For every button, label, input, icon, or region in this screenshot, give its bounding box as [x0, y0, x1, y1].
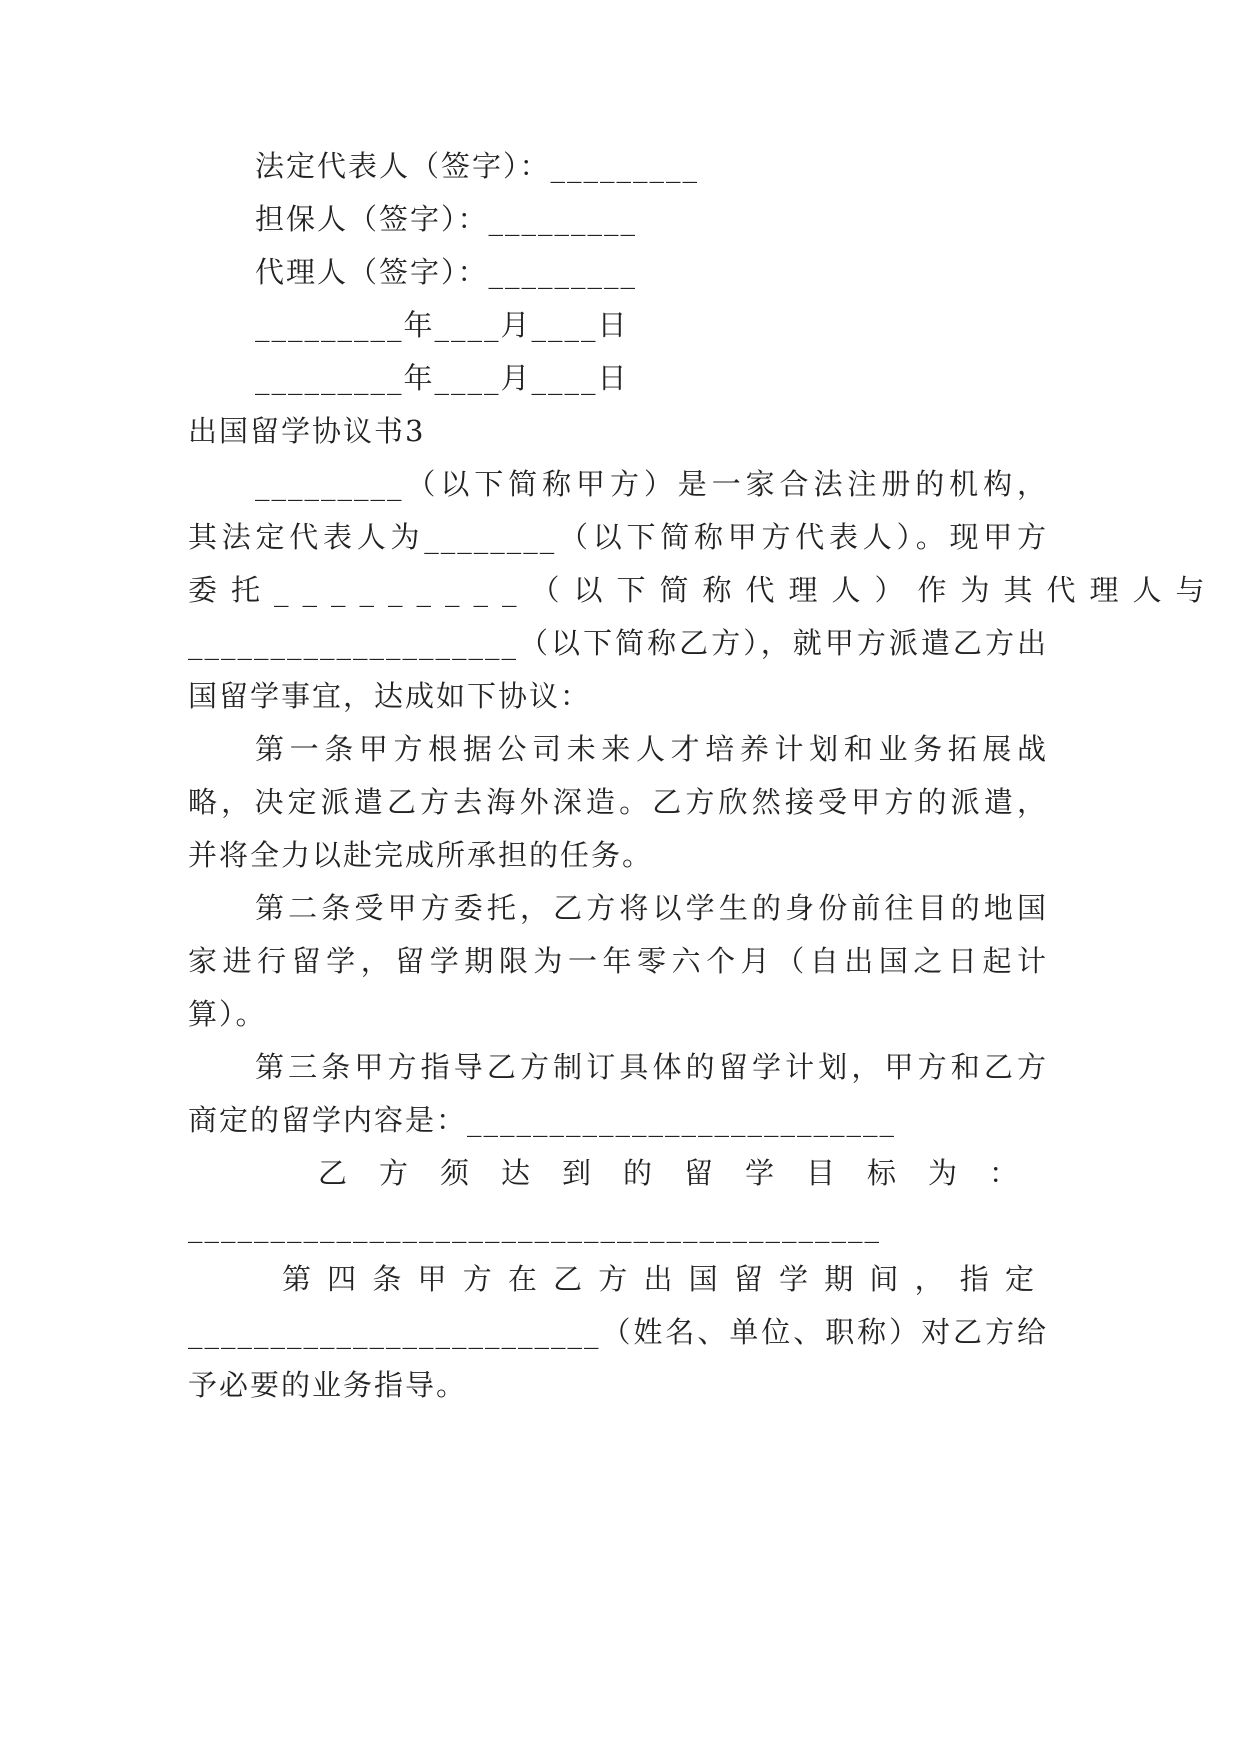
- article1-line-3: 并将全力以赴完成所承担的任务。: [188, 838, 654, 872]
- article2-line-3: 算）。: [188, 997, 267, 1031]
- article2-line-2: 家进行留学，留学期限为一年零六个月（自出国之日起计: [188, 944, 1048, 978]
- signature-date-1: _________年____月____日: [255, 308, 629, 342]
- article3-goal-label: 乙方须达到的留学目标为：: [318, 1156, 1048, 1190]
- signature-legal-representative: 法定代表人（签字）：_________: [255, 149, 700, 183]
- article3-line-2: 商定的留学内容是：__________________________: [188, 1103, 897, 1137]
- article4-line-3: 予必要的业务指导。: [188, 1368, 468, 1402]
- preamble-line-4: ____________________（以下简称乙方），就甲方派遣乙方出: [188, 626, 1048, 660]
- preamble-line-5: 国留学事宜，达成如下协议：: [188, 679, 592, 713]
- article1-line-1: 第一条甲方根据公司未来人才培养计划和业务拓展战: [255, 732, 1048, 766]
- signature-guarantor: 担保人（签字）：_________: [255, 202, 638, 236]
- preamble-line-3: 委托_________（以下简称代理人）作为其代理人与: [188, 573, 1219, 607]
- article4-line-2: _________________________（姓名、单位、职称）对乙方给: [188, 1315, 1048, 1349]
- preamble-line-1: _________（以下简称甲方）是一家合法注册的机构，: [255, 467, 1048, 501]
- article1-line-2: 略，决定派遣乙方去海外深造。乙方欣然接受甲方的派遣，: [188, 785, 1048, 819]
- signature-date-2: _________年____月____日: [255, 361, 629, 395]
- article3-goal-blank: __________________________________________: [188, 1209, 881, 1243]
- preamble-line-2: 其法定代表人为________（以下简称甲方代表人）。现甲方: [188, 520, 1048, 554]
- section-title: 出国留学协议书3: [188, 414, 426, 448]
- article3-line-1: 第三条甲方指导乙方制订具体的留学计划，甲方和乙方: [255, 1050, 1048, 1084]
- signature-agent: 代理人（签字）：_________: [255, 255, 638, 289]
- article2-line-1: 第二条受甲方委托，乙方将以学生的身份前往目的地国: [255, 891, 1048, 925]
- article4-line-1: 第四条甲方在乙方出国留学期间，指定: [282, 1262, 1048, 1296]
